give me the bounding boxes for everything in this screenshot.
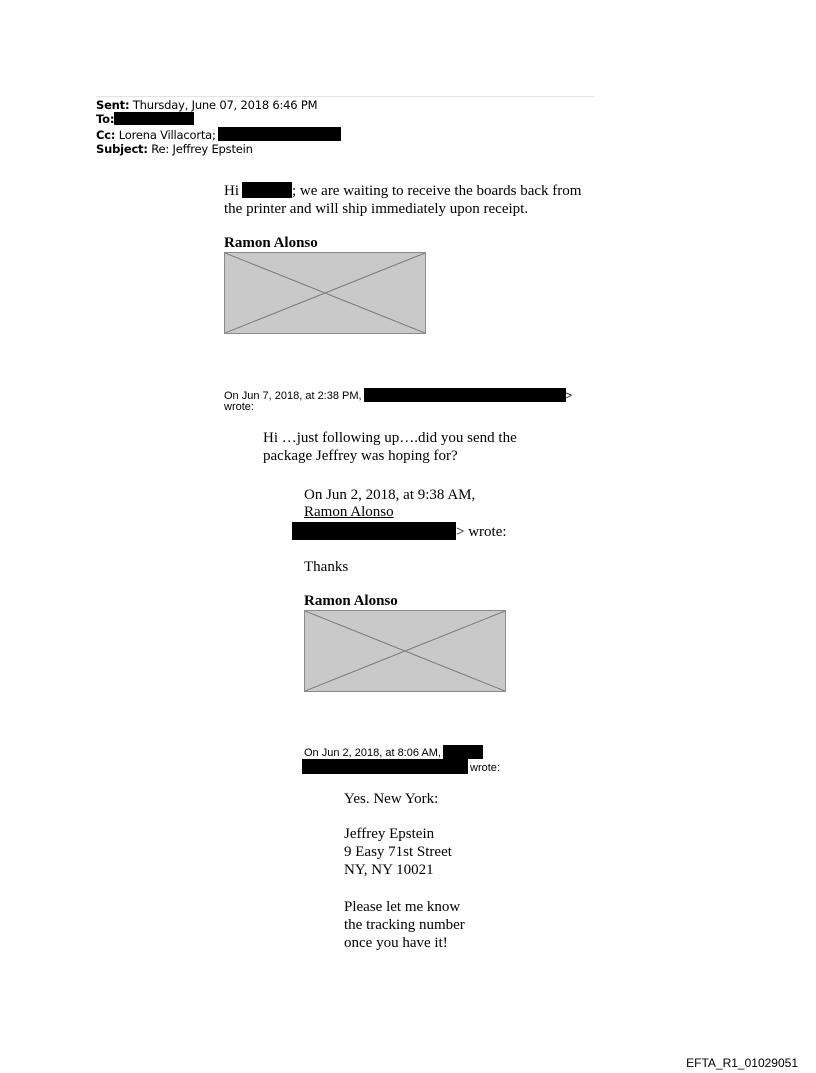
to-label: To: [96,112,115,126]
attribution-wrote: > wrote: [456,524,507,540]
cc-value: Lorena Villacorta; [118,128,216,142]
subject-line [96,142,253,156]
sent-label: Sent: [96,98,130,112]
broken-image-icon [305,611,505,691]
quote3-line: once you have it! [344,935,448,951]
quote1-line1: Hi …just following up….did you send the [263,430,517,446]
broken-image-icon [225,253,425,333]
quote2-attribution-line3 [292,522,507,541]
document-id: EFTA_R1_01029051 [686,1056,798,1070]
signature: Ramon Alonso [304,593,398,609]
redaction-box [218,127,341,141]
quote3-line: 9 Easy 71st Street [344,844,452,860]
quote2-attribution-line2: Ramon Alonso [304,504,394,520]
header-rule [96,96,594,97]
quote2-thanks: Thanks [304,559,349,575]
redaction-box [364,388,566,402]
quote3-line: NY, NY 10021 [344,862,434,878]
attribution-text: On Jun 2, 2018, at 8:06 AM, [304,747,441,759]
redaction-box [292,522,456,540]
sent-line [96,98,317,112]
attribution-text: On Jun 7, 2018, at 2:38 PM, [224,390,362,402]
quote1-attribution-line1 [224,388,572,403]
attribution-wrote: wrote: [470,762,500,774]
subject-value: Re: Jeffrey Epstein [151,142,253,156]
signature: Ramon Alonso [224,235,318,251]
to-line [96,112,194,126]
cc-label: Cc: [96,128,116,142]
image-placeholder [304,610,506,692]
message1-line2: the printer and will ship immediately upon receipt. [224,201,529,217]
quote3-line: Yes. New York: [344,791,439,807]
quote3-attribution-line1 [304,745,483,760]
message1-line1-rest: ; we are waiting to receive the boards back from [292,183,582,199]
redaction-box [242,182,292,198]
sent-value: Thursday, June 07, 2018 6:46 PM [132,98,318,112]
quote3-line: the tracking number [344,917,465,933]
redaction-box [114,112,194,125]
greeting: Hi [224,183,239,199]
quote1-attribution-line2: wrote: [224,401,254,413]
quote1-line2: package Jeffrey was hoping for? [263,448,458,464]
cc-line [96,127,341,142]
quote2-attribution-line1: On Jun 2, 2018, at 9:38 AM, [304,487,476,503]
quote3-line: Please let me know [344,899,461,915]
redaction-box [443,745,483,759]
attribution-tail: > [565,390,573,402]
quote3-attribution-line2 [302,759,500,775]
quote3-line: Jeffrey Epstein [344,826,435,842]
image-placeholder [224,252,426,334]
message1-line1 [224,182,581,200]
subject-label: Subject: [96,142,148,156]
redaction-box [302,759,468,774]
